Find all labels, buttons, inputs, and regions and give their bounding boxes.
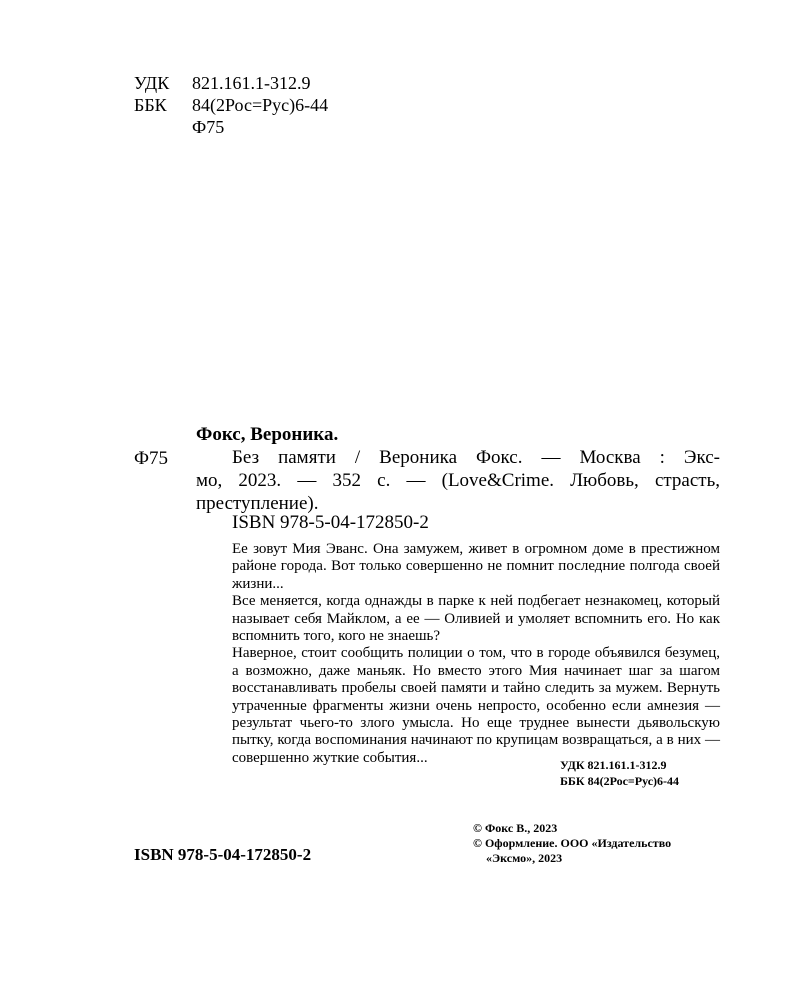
record-author-code: Ф75 bbox=[134, 448, 169, 469]
copyright-line-3: «Эксмо», 2023 bbox=[486, 851, 563, 865]
copyright-line-1: © Фокс В., 2023 bbox=[473, 821, 558, 835]
annotation-paragraph-1: Ее зовут Мия Эванс. Она замужем, живет в огромном доме в престижном районе города. Вот только совершенно не помнит последние полгода своей жизни... bbox=[232, 541, 720, 592]
bib-line-3: преступление). bbox=[196, 493, 319, 514]
footer-bbk: ББК 84(2Рос=Рус)6-44 bbox=[560, 774, 680, 788]
annotation-paragraph-3: Наверное, стоит сообщить полиции о том, что в городе объявился безумец, а возможно, даже маньяк. Но вместо этого Мия начинает шаг за шагом восстанавливать пробелы своей памяти и тайно следить за мужем. Вернуть утраченные фрагменты жизни очень непросто, особенно если амнезия — результат чьего-то злого умысла. Но еще труднее вынести дьявольскую пытку, когда воспоминания начинают по крупицам возвращаться, а в них — совершенно жуткие события... bbox=[232, 645, 720, 766]
udk-label: УДК bbox=[134, 73, 170, 93]
annotation bbox=[196, 541, 720, 767]
author-heading: Фокс, Вероника. bbox=[196, 424, 339, 445]
bibliographic-description bbox=[196, 446, 720, 515]
record-isbn: ISBN 978-5-04-172850-2 bbox=[232, 512, 429, 533]
bbk-value: 84(2Рос=Рус)6-44 bbox=[192, 95, 329, 115]
footer-isbn: ISBN 978-5-04-172850-2 bbox=[134, 845, 312, 864]
bib-line-1: Без памяти / Вероника Фокс. — Москва : Экс- bbox=[232, 447, 720, 468]
bib-line-2: мо, 2023. — 352 с. — (Love&Crime. Любовь, страсть, bbox=[196, 470, 720, 491]
footer-udk: УДК 821.161.1-312.9 bbox=[560, 758, 667, 772]
annotation-paragraph-2: Все меняется, когда однажды в парке к ней подбегает незнакомец, который называет себя Майклом, а ее — Оливией и умоляет вспомнить его. Но как вспомнить того, кого не знаешь? bbox=[232, 593, 720, 645]
author-sign: Ф75 bbox=[192, 117, 225, 137]
copyright-line-2: © Оформление. ООО «Издательство bbox=[473, 836, 672, 850]
bbk-label: ББК bbox=[134, 95, 167, 115]
udk-value: 821.161.1-312.9 bbox=[192, 73, 311, 93]
